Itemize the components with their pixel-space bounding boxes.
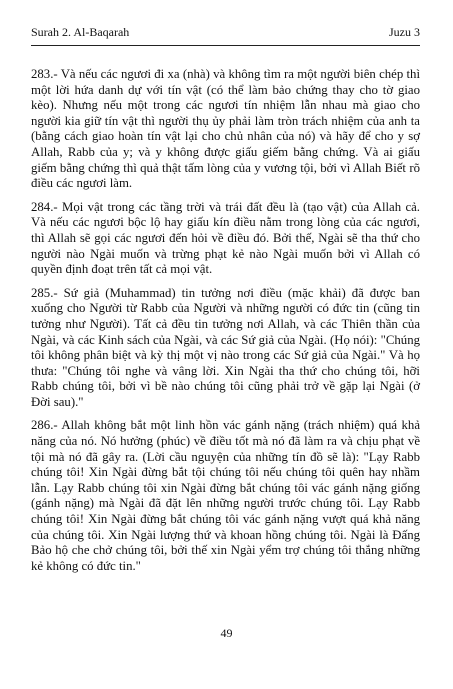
surah-title: Surah 2. Al-Baqarah bbox=[31, 25, 130, 39]
verse-283: 283.- Và nếu các ngươi đi xa (nhà) và không tìm ra một người biên chép thì một lời hứa danh dự với tín vật (có thể làm bảo chứng thay cho tờ giao kèo). Nhưng nếu một trong các ngươi tín nhiệm lẫn nhau mà giao cho người kia giữ tín vật thì người thụ ủy phải làm tròn trách nhiệm của anh ta (bằng cách giao hoàn tín vật lại cho chủ nhân của nó) và hãy để cho y sợ Allah, Rabb của y; và y không được giấu giếm bằng chứng. Và ai giấu giếm bằng chứng thì quả thật tấm lòng của y vương tội, bởi vì Allah Biết rõ điều các ngươi làm. bbox=[31, 67, 420, 191]
running-header bbox=[31, 24, 420, 40]
header-rule bbox=[31, 45, 420, 46]
verse-285: 285.- Sứ giả (Muhammad) tin tưởng nơi điều (mặc khải) đã được ban xuống cho Người từ Rabb của Người và những người có đức tin (cũng tin tưởng như Người). Tất cả đều tin tưởng nơi Allah, và các Thiên thần của Ngài, và các Kinh sách của Ngài, và các Sứ giả của Ngài. (Họ nói): "Chúng tôi không phân biệt và kỳ thị một vị nào trong các Sứ giả của Ngài." Và họ thưa: "Chúng tôi nghe và vâng lời. Xin Ngài tha thứ cho chúng tôi, hỡi Rabb chúng tôi, bởi vì bề nào chúng tôi cũng phải trở về gặp lại Ngài (ở Đời sau)." bbox=[31, 285, 420, 409]
juz-label: Juzu 3 bbox=[389, 25, 420, 39]
verse-284: 284.- Mọi vật trong các tầng trời và trái đất đều là (tạo vật) của Allah cả. Và nếu các ngươi bộc lộ hay giấu kín điều nằm trong lòng của các ngươi, thì Allah sẽ gọi các ngươi đến hỏi về điều đó. Bởi thế, Ngài sẽ tha thứ cho người nào Ngài muốn và trừng phạt kẻ nào Ngài muốn bởi vì Allah có quyền định đoạt trên tất cả mọi vật. bbox=[31, 199, 420, 277]
page-number: 49 bbox=[220, 626, 233, 640]
verse-body bbox=[31, 67, 420, 582]
verse-286: 286.- Allah không bắt một linh hồn vác gánh nặng (trách nhiệm) quá khả năng của nó. Nó hưởng (phúc) về điều tốt mà nó đã làm ra và chịu phạt về tội mà nó đã gây ra. (Lời cầu nguyện của những tín đồ sẽ là): "Lạy Rabb chúng tôi! Xin Ngài đừng bắt tội chúng tôi nếu chúng tôi quên hay nhầm lẫn. Lạy Rabb chúng tôi xin Ngài đừng bắt chúng tôi vác gánh nặng giống (gánh nặng) mà Ngài đã đặt lên những người trước chúng tôi. Lạy Rabb chúng tôi! Xin Ngài đừng bắt chúng tôi vác gánh nặng vượt quá khả năng của chúng tôi. Xin Ngài lượng thứ và khoan hồng chúng tôi. Ngài là Đấng Bảo hộ che chở chúng tôi, bởi thế xin Ngài yểm trợ chúng tôi thắng những kẻ không có đức tin." bbox=[31, 418, 420, 573]
